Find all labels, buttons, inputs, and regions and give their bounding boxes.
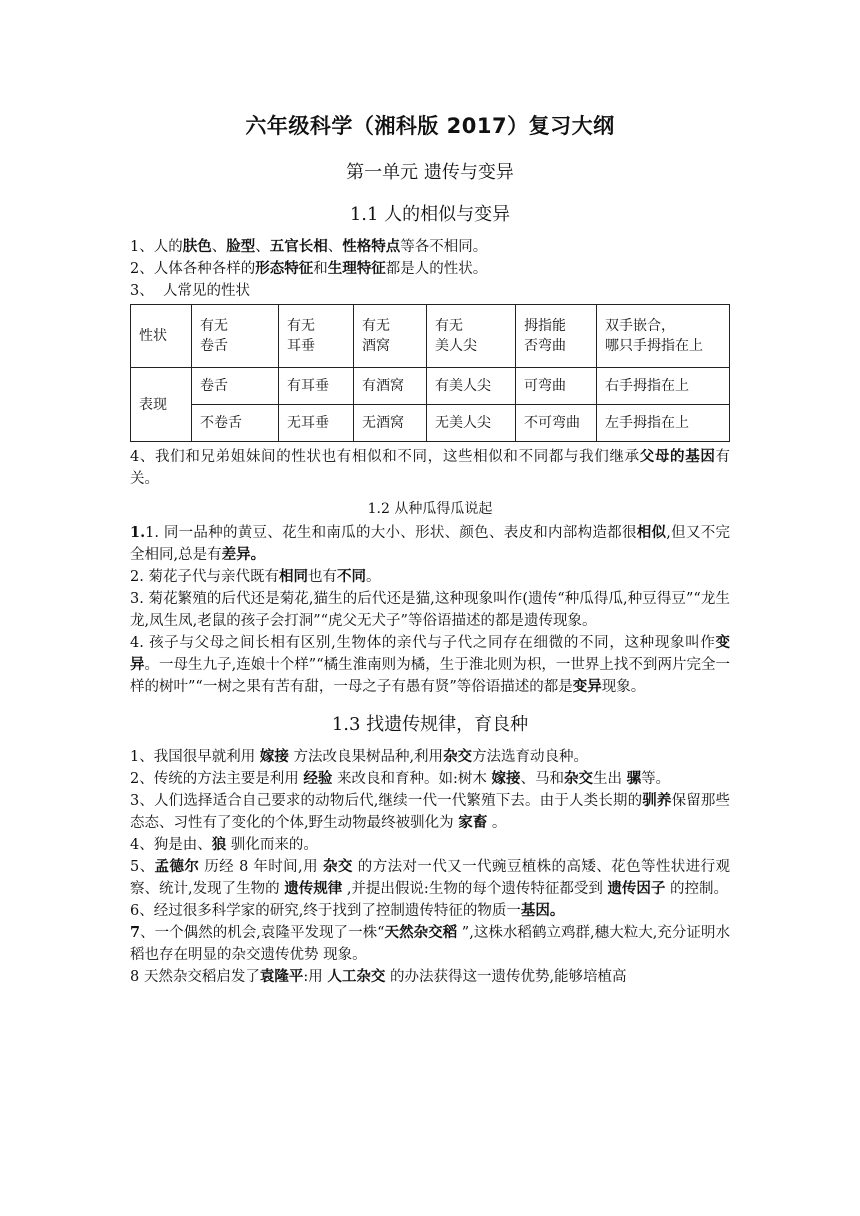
table-row-header: 性状 (131, 305, 192, 368)
traits-table (130, 304, 730, 442)
section-heading-1-1: 1.1 人的相似与变异 (349, 204, 511, 225)
paragraph-1-2-3: 3. 菊花繁殖的后代还是菊花,猫生的后代还是猫,这种现象叫作(遗传“种瓜得瓜,种豆得豆”“龙生龙,凤生凤,老鼠的孩子会打洞”“虎父无犬子”等俗语描述的都是遗传现象。 (130, 591, 730, 629)
table-row (131, 405, 730, 442)
document-title: 六年级科学（湘科版 2017）复习大纲 (245, 114, 615, 138)
table-cell: 有无 耳垂 (279, 305, 354, 368)
table-cell: 无酒窝 (354, 405, 427, 442)
paragraph-1-3-8: 8 天然杂交稻启发了袁隆平:用 人工杂交 的办法获得这一遗传优势,能够培植高 (130, 968, 627, 985)
paragraph-1-1-3: 3、 人常见的性状 (130, 283, 250, 299)
table-row-header: 表现 (131, 368, 192, 442)
table-cell: 卷舌 (192, 368, 279, 405)
document-body (130, 110, 730, 988)
paragraph-1-3-7: 7、一个偶然的机会,袁隆平发现了一株“天然杂交稻 ”,这株水稻鹤立鸡群,穗大粒大,充分证明水稻也存在明显的杂交遗传优势 现象。 (130, 924, 730, 963)
table-cell: 有耳垂 (279, 368, 354, 405)
paragraph-1-2-1: 1.1. 同一品种的黄豆、花生和南瓜的大小、形状、颜色、表皮和内部构造都很相似,但又不完全相同,总是有差异。 (130, 524, 730, 563)
table-cell: 有酒窝 (354, 368, 427, 405)
table-cell: 左手拇指在上 (597, 405, 730, 442)
table-row (131, 368, 730, 405)
table-cell: 有无 卷舌 (192, 305, 279, 368)
table-cell: 有无 酒窝 (354, 305, 427, 368)
paragraph-1-1-2: 2、人体各种各样的形态特征和生理特征都是人的性状。 (130, 260, 488, 277)
section-heading-1-3: 1.3 找遗传规律，育良种 (331, 714, 529, 735)
paragraph-1-3-5: 5、孟德尔 历经 8 年时间,用 杂交 的方法对一代又一代豌豆植株的高矮、花色等性状进行观察、统计,发现了生物的 遗传规律 ,并提出假说:生物的每个遗传特征都受到 遗传因子 的控制。 (130, 858, 731, 897)
paragraph-1-1-4: 4、我们和兄弟姐妹间的性状也有相似和不同，这些相似和不同都与我们继承父母的基因有关。 (130, 448, 730, 487)
paragraph-1-3-2: 2、传统的方法主要是利用 经验 来改良和育种。如:树木 嫁接、马和杂交生出 骡等。 (130, 770, 671, 787)
table-cell: 拇指能 否弯曲 (516, 305, 597, 368)
paragraph-1-3-3: 3、人们选择适合自己要求的动物后代,继续一代一代繁殖下去。由于人类长期的驯养保留那些态态、习性有了变化的个体,野生动物最终被驯化为 家畜 。 (130, 792, 731, 831)
section-heading-1-2: 1.2 从种瓜得瓜说起 (367, 501, 493, 517)
table-cell: 双手嵌合， 哪只手拇指在上 (597, 305, 730, 368)
paragraph-1-2-2: 2. 菊花子代与亲代既有相同也有不同。 (130, 568, 381, 585)
paragraph-1-3-1: 1、我国很早就利用 嫁接 方法改良果树品种,利用杂交方法选育动良种。 (130, 748, 589, 765)
table-cell: 有无 美人尖 (427, 305, 516, 368)
table-cell: 不可弯曲 (516, 405, 597, 442)
paragraph-1-1-1: 1、人的肤色、脸型、五官长相、性格特点等各不相同。 (130, 238, 488, 255)
paragraph-1-3-4: 4、狗是由、狼 驯化而来的。 (130, 836, 318, 853)
table-cell: 可弯曲 (516, 368, 597, 405)
table-row (131, 305, 730, 368)
unit-heading: 第一单元 遗传与变异 (346, 162, 514, 183)
table-cell: 有美人尖 (427, 368, 516, 405)
paragraph-1-2-4: 4. 孩子与父母之间长相有区别,生物体的亲代与子代之同存在细微的不同，这种现象叫作变异。一母生九子,连娘十个样”“橘生淮南则为橘，生于淮北则为枳，一世界上找不到两片完全一样的树叶”“一树之果有苦有甜，一母之子有愚有贤”等俗语描述的都是变异现象。 (130, 634, 730, 695)
table-cell: 无美人尖 (427, 405, 516, 442)
table-cell: 无耳垂 (279, 405, 354, 442)
table-cell: 右手拇指在上 (597, 368, 730, 405)
paragraph-1-3-6: 6、经过很多科学家的研究,终于找到了控制遗传特征的物质一基因。 (130, 902, 565, 919)
table-cell: 不卷舌 (192, 405, 279, 442)
